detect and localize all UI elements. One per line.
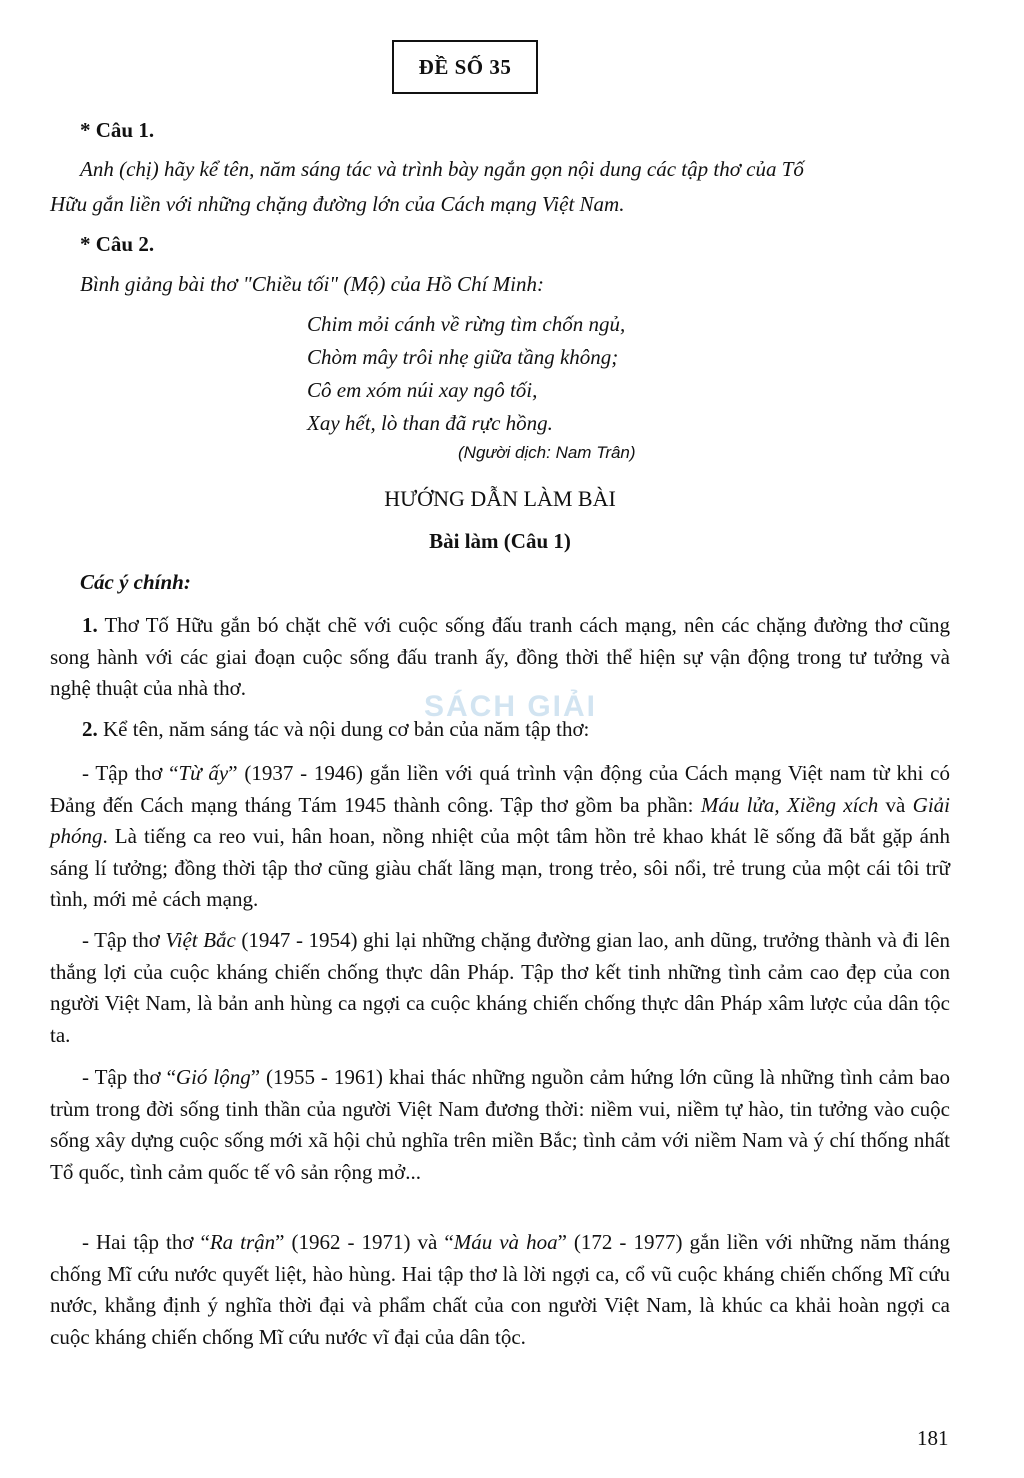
poem-line: Xay hết, lò than đã rực hồng. [307,411,553,435]
question-1-heading: * Câu 1. [80,118,155,142]
paragraph-gio-long [50,1062,950,1188]
poetry-collection-title: Việt Bắc [165,928,236,952]
text-segment: và [878,792,913,817]
paragraph-text: Kể tên, năm sáng tác và nội dung cơ bản của năm tập thơ: [97,717,590,741]
poem-block [307,308,625,440]
poetry-part-title: Giải phóng [50,792,950,848]
question-2-prompt: Bình giảng bài thơ "Chiều tối" (Mộ) của Hồ Chí Minh: [80,272,544,296]
poetry-part-titles: Máu lửa, Xiềng xích [700,792,879,817]
poem-translator: (Người dịch: Nam Trân) [458,443,636,462]
question-2-heading: * Câu 2. [80,232,155,256]
paragraph-2 [50,714,950,746]
guide-title: HƯỚNG DẪN LÀM BÀI [384,486,616,511]
paragraph-number: 1. [82,613,98,637]
poem-line: Cô em xóm núi xay ngô tối, [307,378,538,402]
text-segment: (1947 - 1954) ghi lại những chặng đường gian lao, anh dũng, trưởng thành và đi lên thắng lợi của cuộc kháng chiến chống thực dân Pháp. Tập thơ kết tinh những tình cảm cao đẹp của con người Việt Nam, là bản anh hùng ca ngợi ca cuộc kháng chiến chống thực dân Pháp xâm lược của dân tộc ta. [50,928,950,1047]
text-segment: - Tập thơ “ [82,761,179,785]
paragraph-ra-tran [50,1227,950,1353]
poetry-collection-title: Ra trận [209,1230,276,1254]
text-segment: - Tập thơ “ [82,1065,176,1089]
question-1-line-2: Hữu gắn liền với những chặng đường lớn của Cách mạng Việt Nam. [50,192,625,216]
poetry-collection-title: Máu và hoa [453,1230,558,1254]
paragraph-viet-bac [50,925,950,1051]
exam-title-box [392,40,538,94]
text-segment: - Tập thơ [82,928,166,952]
paragraph-1 [50,610,950,705]
question-1-line-1: Anh (chị) hãy kể tên, năm sáng tác và trình bày ngắn gọn nội dung các tập thơ của Tố [80,157,804,181]
page-number: 181 [917,1426,949,1450]
exam-title: ĐỀ SỐ 35 [418,54,512,79]
paragraph-number: 2. [82,717,98,741]
text-segment: . Là tiếng ca reo vui, hân hoan, nồng nhiệt của một tâm hồn trẻ khao khát lẽ sống đã bắt gặp ánh sáng lí tưởng; đồng thời tập thơ cũng giàu chất lãng mạn, trong trẻo, sôi nổi, trẻ trung của một cái tôi trữ tình, mới mẻ cách mạng. [50,824,950,911]
text-segment: ” (172 - 1977) gắn liền với những năm tháng chống Mĩ cứu nước quyết liệt, hào hùng. Hai tập thơ là lời ngợi ca, cổ vũ cuộc kháng chiến chống Mĩ cứu nước, khẳng định ý nghĩa thời đại và phẩm chất của con người Việt Nam, là khúc ca khải hoàn ngợi ca cuộc kháng chiến chống Mĩ cứu nước vĩ đại của dân tộc. [50,1230,950,1349]
answer-title: Bài làm (Câu 1) [429,529,571,553]
paragraph-tu-ay [50,758,950,916]
poem-line: Chòm mây trôi nhẹ giữa tầng không; [307,345,619,369]
text-segment: - Hai tập thơ “ [82,1230,210,1254]
poem-line: Chim mỏi cánh về rừng tìm chốn ngủ, [307,312,626,336]
poetry-collection-title: Gió lộng [175,1065,251,1089]
text-segment: ” (1962 - 1971) và “ [275,1230,454,1254]
poetry-collection-title: Từ ấy [178,761,229,785]
paragraph-text: Thơ Tố Hữu gắn bó chặt chẽ với cuộc sống đấu tranh cách mạng, nên các chặng đường thơ cũng song hành với các giai đoạn cuộc sống đấu tranh ấy, đồng thời thể hiện sự vận động trong tư tưởng và nghệ thuật của nhà thơ. [50,613,950,700]
text-segment: ” (1937 - 1946) gắn liền với quá trình vận động của Cách mạng Việt nam từ khi có Đảng đến Cách mạng tháng Tám 1945 thành công. Tập thơ gồm ba phần: [50,761,950,817]
watermark-logo: SÁCH GIẢI [424,690,598,723]
text-segment: ” (1955 - 1961) khai thác những nguồn cảm hứng lớn cũng là những tình cảm bao trùm trong đời sống tinh thần của người Việt Nam đương thời: niềm vui, niềm tự hào, tin tưởng vào cuộc sống xây dựng cuộc sống mới xã hội chủ nghĩa trên miền Bắc; tình cảm với niềm Nam và ý chí thống nhất Tổ quốc, tình cảm quốc tế vô sản rộng mở... [50,1065,950,1184]
main-ideas-heading: Các ý chính: [80,570,191,594]
